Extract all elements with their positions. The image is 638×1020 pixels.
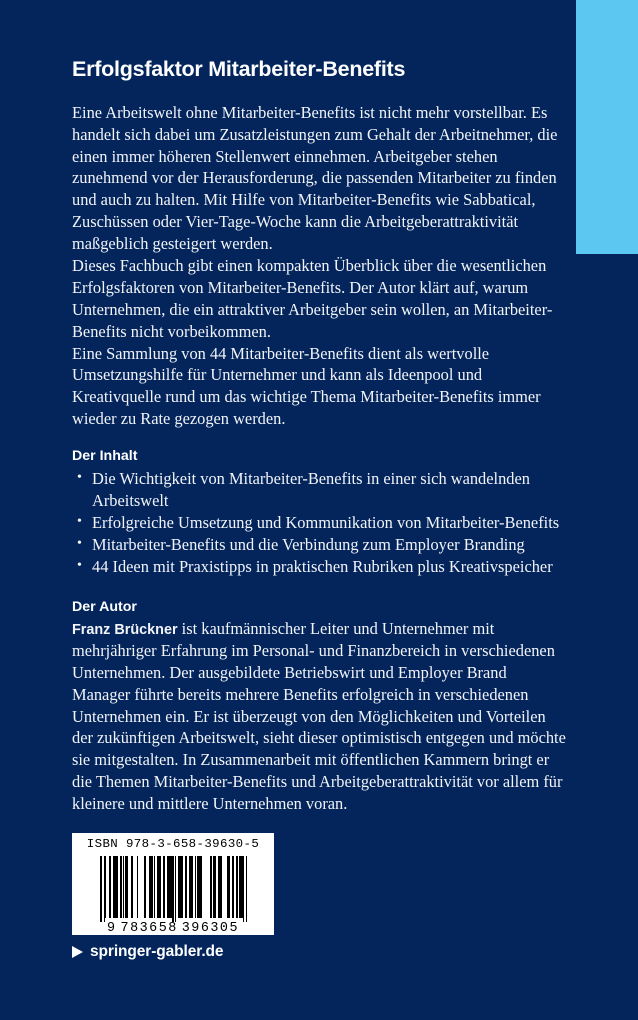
play-triangle-icon (72, 946, 83, 958)
barcode-digit-left: 9 (107, 920, 117, 936)
author-heading: Der Autor (72, 598, 137, 615)
isbn-barcode (72, 833, 274, 935)
bullet-icon: • (77, 557, 82, 573)
barcode-digit-right: 396305 (181, 920, 239, 936)
list-item (72, 512, 569, 534)
barcode-bar (246, 856, 247, 929)
publisher-name: springer-gabler.de (90, 943, 224, 960)
list-item (72, 468, 569, 512)
list-item (72, 556, 569, 578)
list-item-label: Mitarbeiter-Benefits und die Verbindung zum Employer Branding (92, 534, 525, 554)
contents-list (72, 465, 569, 577)
author-name: Franz Brückner (72, 621, 178, 638)
blurb-paragraph-2: Dieses Fachbuch gibt einen kompakten Überblick über die wesentlichen Erfolgsfaktoren von Mitarbeiter-Benefits. Der Autor klärt auf, warum Unternehmen, die ein attraktiver Arbeitgeber sein wollen, an Mitarbeiter- Benefits nicht vorbeikommen. (72, 256, 553, 341)
bullet-icon: • (77, 513, 82, 529)
barcode-digits (79, 922, 267, 935)
bullet-icon: • (77, 535, 82, 551)
list-item-label: Erfolgreiche Umsetzung und Kommunikation von Mitarbeiter-Benefits (92, 512, 560, 532)
blurb-paragraph-3: Eine Sammlung von 44 Mitarbeiter-Benefits dient als wertvolle Umsetzungshilfe für Unternehmer und kann als Ideenpool und Kreativquelle rund um das wichtige Thema Mitarbeiter-Benefits immer wieder zu Rate gezogen werden. (72, 343, 541, 429)
barcode-bars (79, 856, 267, 918)
accent-strip (576, 0, 638, 254)
list-item-label: 44 Ideen mit Praxistipps in praktischen Rubriken plus Kreativspeicher (92, 556, 553, 576)
list-item (72, 534, 569, 556)
contents-heading: Der Inhalt (72, 448, 138, 465)
author-bio-text: ist kaufmännischer Leiter und Unternehmer mit mehrjähriger Erfahrung im Personal- und Finanzbereich in verschiedenen Unternehmen. Der ausgebildete Betriebswirt und Employer Brand Manager führte bereits mehrere Benefits erfolgreich in verschiedenen Unternehmen ein. Er ist überzeugt von den Möglichkeiten und Vorteilen der zukünftigen Arbeitswelt, sieht dieser optimistisch entgegen und möchte sie mitgestalten. In Zusammenarbeit mit öffentlichen Kammern bringt er die Themen Mitarbeiter-Benefits und Arbeitgeberattraktivität vor allem für kleinere und mittlere Unternehmen voran. (72, 618, 566, 814)
blurb-paragraph-1: Eine Arbeitswelt ohne Mitarbeiter-Benefits ist nicht mehr vorstellbar. Es handelt sich dabei um Zusatzleistungen zum Gehalt der Arbeitnehmer, die einen immer höheren Stellenwert einnehmen. Arbeitgeber stehen zunehmend vor der Herausforderung, die passenden Mitarbeiter zu finden und auch zu halten. Mit Hilfe von Mitarbeiter-Benefits wie Sabbatical, Zuschüssen oder Vier-Tage-Woche kann die Arbeitgeberattraktivität maßgeblich gesteigert werden. (72, 102, 558, 254)
cover-content (72, 0, 569, 815)
publisher-logo (72, 943, 223, 961)
bullet-icon: • (77, 470, 82, 486)
isbn-label: ISBN 978-3-658-39630-5 (86, 837, 260, 851)
page-title: Erfolgsfaktor Mitarbeiter-Benefits (72, 57, 406, 81)
author-bio (72, 616, 569, 815)
barcode-digit-mid: 783658 (120, 920, 178, 936)
list-item-label: Die Wichtigkeit von Mitarbeiter-Benefits in einer sich wandelnden Arbeitswelt (92, 469, 530, 511)
